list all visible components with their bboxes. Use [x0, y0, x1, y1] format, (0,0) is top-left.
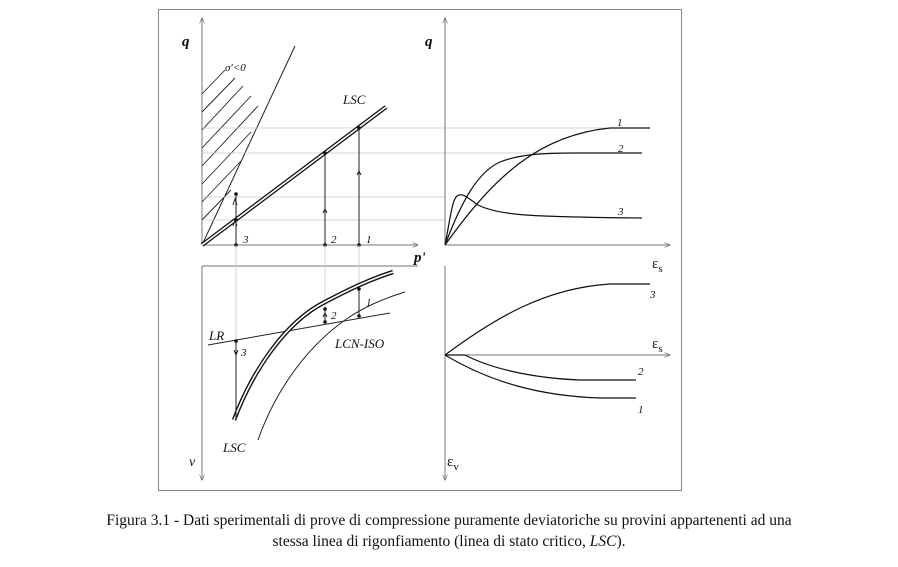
p-axis-label: p' — [414, 250, 426, 266]
vol-curve-label-1: 1 — [638, 404, 644, 416]
caption-lsc-abbr: LSC — [589, 533, 617, 550]
v-axis-label: v — [189, 455, 196, 470]
eps-s-axis-label-bottom: $\varepsilon_s$ — [652, 336, 663, 355]
panel-v-p — [189, 245, 418, 480]
vol-curve-label-2: 2 — [638, 366, 644, 378]
lsc-label-top: LSC — [343, 92, 366, 107]
q-axis-label: q — [182, 34, 190, 50]
vol-curve-label-3: 3 — [650, 289, 656, 301]
response-curve-2 — [445, 153, 642, 245]
curve-label-2: 2 — [618, 143, 624, 155]
curve-label-3: 3 — [618, 206, 624, 218]
guide-lines-bottom-left — [236, 245, 359, 420]
point-label-3: 3 — [243, 234, 249, 246]
caption-line-1: Figura 3.1 - Dati sperimentali di prove di compressione puramente deviatoriche su provini appartenenti ad una — [106, 512, 792, 529]
v-point-label-3: 3 — [241, 347, 247, 359]
caption-line-2-end: ). — [616, 533, 626, 550]
tension-region-label: σ'<0 — [225, 62, 246, 74]
lsc-label-bottom: LSC — [223, 440, 246, 455]
hatch-region — [202, 70, 258, 220]
figure-caption — [0, 510, 898, 552]
v-point-label-2: 2 — [331, 310, 337, 322]
caption-line-2-text: stessa linea di rigonfiamento (linea di stato critico, — [272, 533, 590, 550]
curve-label-1: 1 — [617, 117, 623, 129]
panel-epsv-eps-s — [445, 266, 670, 480]
point-label-1: 1 — [366, 234, 372, 246]
tension-cutoff-line — [202, 46, 295, 245]
eps-v-axis-label: $\varepsilon_v$ — [447, 454, 459, 473]
state-points — [234, 126, 361, 247]
panel-q-eps-s — [425, 18, 670, 275]
response-curve-3 — [445, 195, 642, 245]
point-label-2: 2 — [331, 234, 337, 246]
eps-s-axis-label-top: $\varepsilon_s$ — [652, 256, 663, 275]
vol-curve-3 — [445, 284, 650, 355]
q-axis-label-right: q — [425, 34, 433, 50]
arrow-path-1 — [357, 171, 361, 180]
caption-line-2 — [0, 531, 898, 552]
arrow-path-2 — [323, 209, 327, 216]
lr-label: LR — [209, 328, 225, 343]
guide-lines-top-left — [202, 128, 622, 220]
v-point-label-1: 1 — [366, 297, 372, 309]
lcn-iso-label: LCN-ISO — [335, 336, 385, 351]
vol-curve-2 — [445, 355, 636, 380]
